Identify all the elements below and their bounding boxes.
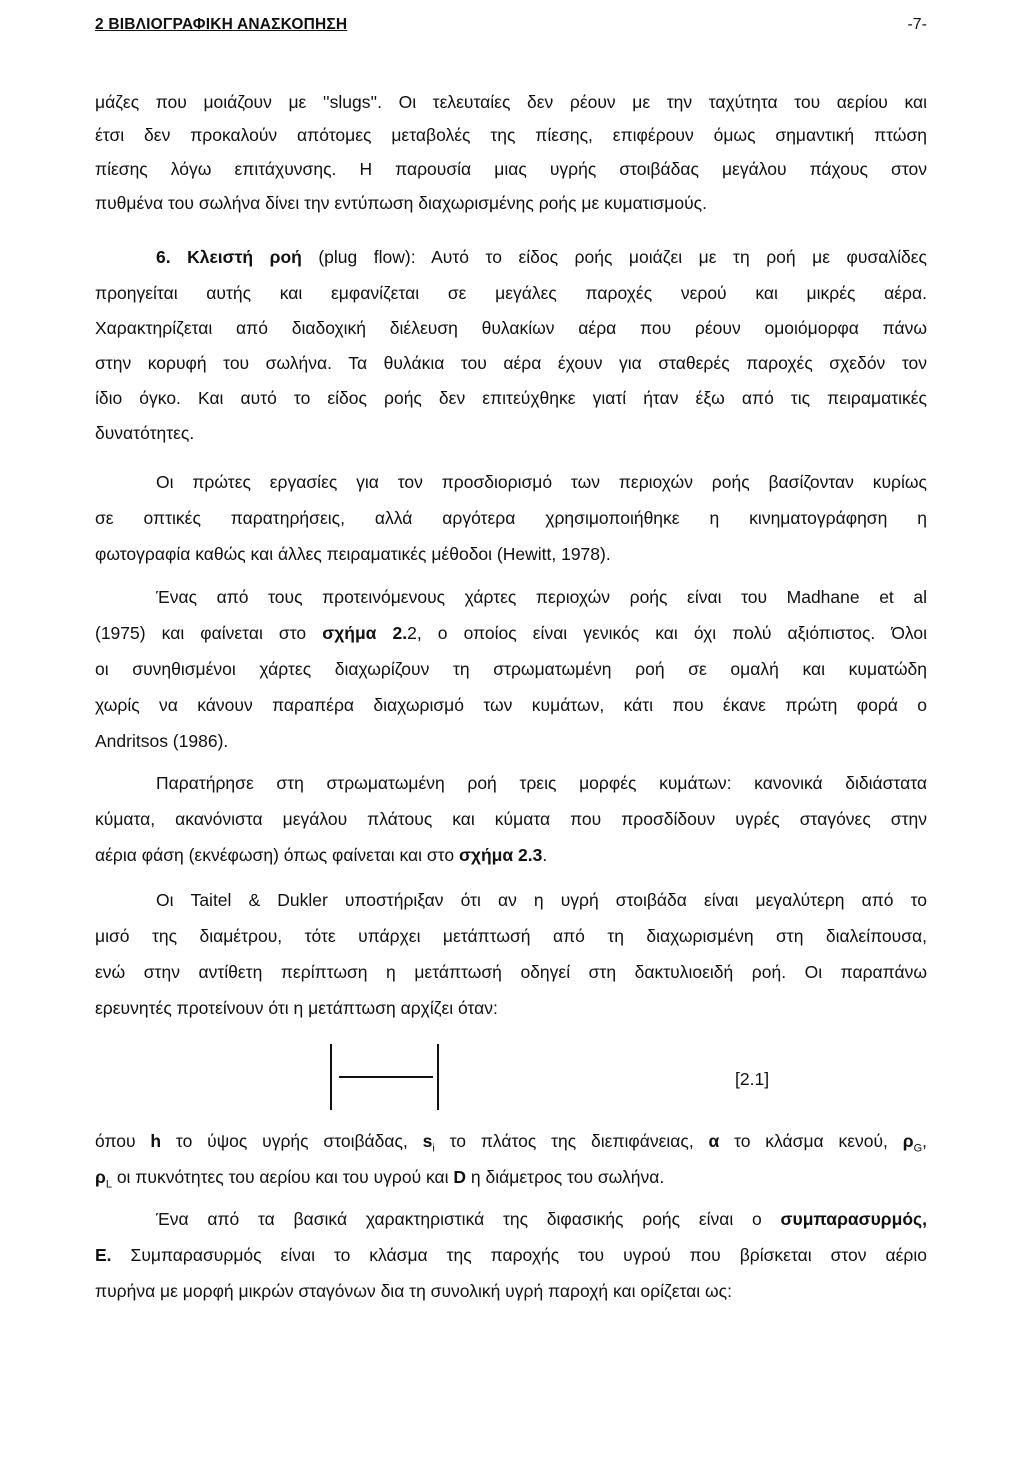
text-line: φωτογραφία καθώς και άλλες πειραματικές μέθοδοι (Hewitt, 1978). — [95, 544, 611, 564]
text-segment: Ένα από τα βασικά χαρακτηριστικά της διφασικής ροής είναι ο — [156, 1209, 781, 1229]
equation-bar-right — [437, 1044, 439, 1110]
text-line: Andritsos (1986). — [95, 731, 229, 751]
text-line: ερευνητές προτείνουν ότι η μετάπτωση αρχίζει όταν: — [95, 998, 498, 1018]
text-segment: . — [542, 845, 548, 865]
text-line: μάζες που μοιάζουν με ''slugs''. Οι τελευταίες δεν ρέουν με την ταχύτητα του αερίου και — [95, 92, 927, 112]
text-line — [95, 1128, 927, 1154]
item-text: (plug flow): Αυτό το είδος ροής μοιάζει με τη ροή με φυσαλίδες — [301, 247, 927, 267]
figure-reference: σχήμα 2.3 — [458, 845, 543, 865]
text-line — [95, 1164, 927, 1190]
text-segment: το κλάσμα κενού, — [719, 1131, 903, 1151]
equation-2-1 — [325, 1040, 445, 1114]
equation-fraction-line — [339, 1076, 433, 1078]
text-segment: η διάμετρος του σωλήνα. — [466, 1167, 665, 1187]
symbol-s: s — [422, 1131, 433, 1151]
text-line: έτσι δεν προκαλούν απότομες μεταβολές της πίεσης, επιφέρουν όμως σημαντική πτώση — [95, 125, 927, 145]
equation-bar-left — [330, 1044, 332, 1110]
symbol-subscript: L — [105, 1178, 112, 1191]
text-line: Οι πρώτες εργασίες για τον προσδιορισμό των περιοχών ροής βασίζονταν κυρίως — [156, 472, 927, 492]
text-line — [95, 1242, 927, 1268]
text-line: Οι Taitel & Dukler υποστήριξαν ότι αν η υγρή στοιβάδα είναι μεγαλύτερη από το — [156, 890, 927, 910]
symbol-rho-l: ρ — [95, 1167, 106, 1187]
text-line: πίεσης λόγω επιτάχυνσης. Η παρουσία μιας υγρής στοιβάδας μεγάλου πάχους στον — [95, 159, 927, 179]
page-number: -7- — [907, 16, 927, 33]
text-line: πυθμένα του σωλήνα δίνει την εντύπωση διαχωρισμένης ροής με κυματισμούς. — [95, 193, 707, 213]
figure-reference: σχήμα 2. — [322, 623, 408, 643]
text-line: προηγείται αυτής και εμφανίζεται σε μεγάλες παροχές νερού και μικρές αέρα. — [95, 283, 927, 303]
text-line: πυρήνα με μορφή μικρών σταγόνων δια τη συνολική υγρή παροχή και ορίζεται ως: — [95, 1281, 732, 1301]
item-number: 6. — [156, 247, 188, 267]
symbol-subscript: i — [432, 1142, 435, 1155]
symbol-e: E. — [95, 1245, 112, 1265]
chapter-title: 2 ΒΙΒΛΙΟΓΡΑΦΙΚΗ ΑΝΑΣΚΟΠΗΣΗ — [95, 16, 348, 33]
text-line: κύματα, ακανόνιστα μεγάλου πλάτους και κύματα που προσδίδουν υγρές σταγόνες στην — [95, 809, 927, 829]
text-segment: αέρια φάση (εκνέφωση) όπως φαίνεται και στο — [95, 845, 459, 865]
text-line: οι συνηθισμένοι χάρτες διαχωρίζουν τη στρωματωμένη ροή σε ομαλή και κυματώδη — [95, 659, 927, 679]
text-line: δυνατότητες. — [95, 423, 195, 443]
text-line: στην κορυφή του σωλήνα. Τα θυλάκια του αέρα έχουν για σταθερές παροχές σχεδόν τον — [95, 353, 927, 373]
text-line: μισό της διαμέτρου, τότε υπάρχει μετάπτωσή από τη διαχωρισμένη στη διαλείπουσα, — [95, 926, 927, 946]
equation-number: [2.1] — [735, 1069, 770, 1089]
text-line: ίδιο όγκο. Και αυτό το είδος ροής δεν επιτεύχθηκε γιατί ήταν έξω από τις πειραματικές — [95, 388, 927, 408]
text-segment: (1975) και φαίνεται στο — [95, 623, 323, 643]
page-header — [95, 16, 927, 38]
key-term: συμπαρασυρμός, — [780, 1209, 927, 1229]
text-line: Χαρακτηρίζεται από διαδοχική διέλευση θυλακίων αέρα που ρέουν ομοιόμορφα πάνω — [95, 318, 927, 338]
list-item-6 — [156, 244, 927, 270]
text-line: Παρατήρησε στη στρωματωμένη ροή τρεις μορφές κυμάτων: κανονικά διδιάστατα — [156, 773, 927, 793]
symbol-alpha: α — [708, 1131, 720, 1151]
symbol-h: h — [150, 1131, 162, 1151]
text-line: σε οπτικές παρατηρήσεις, αλλά αργότερα χρησιμοποιήθηκε η κινηματογράφηση η — [95, 508, 927, 528]
text-line: χωρίς να κάνουν παραπέρα διαχωρισμό των κυμάτων, κάτι που έκανε πρώτη φορά ο — [95, 695, 927, 715]
item-term: Κλειστή ροή — [187, 247, 302, 267]
text-segment: όπου — [95, 1131, 151, 1151]
text-segment: 2, ο οποίος είναι γενικός και όχι πολύ αξιόπιστος. Όλοι — [407, 623, 927, 643]
text-segment: οι πυκνότητες του αερίου και του υγρού και — [111, 1167, 454, 1187]
text-line: ενώ στην αντίθετη περίπτωση η μετάπτωσή οδηγεί στη δακτυλιοειδή ροή. Οι παραπάνω — [95, 962, 927, 982]
text-line — [156, 1206, 927, 1232]
symbol-rho-g: ρ — [902, 1131, 914, 1151]
symbol-subscript: G — [913, 1142, 923, 1155]
text-segment: Συμπαρασυρμός είναι το κλάσμα της παροχής του υγρού που βρίσκεται στον αέριο — [111, 1245, 927, 1265]
text-line — [95, 620, 927, 646]
text-segment: το πλάτος της διεπιφάνειας, — [434, 1131, 709, 1151]
text-segment: το ύψος υγρής στοιβάδας, — [161, 1131, 423, 1151]
text-line: Ένας από τους προτεινόμενους χάρτες περιοχών ροής είναι του Madhane et al — [156, 587, 927, 607]
symbol-d: D — [453, 1167, 467, 1187]
text-segment: , — [922, 1131, 927, 1151]
text-line — [95, 842, 927, 868]
